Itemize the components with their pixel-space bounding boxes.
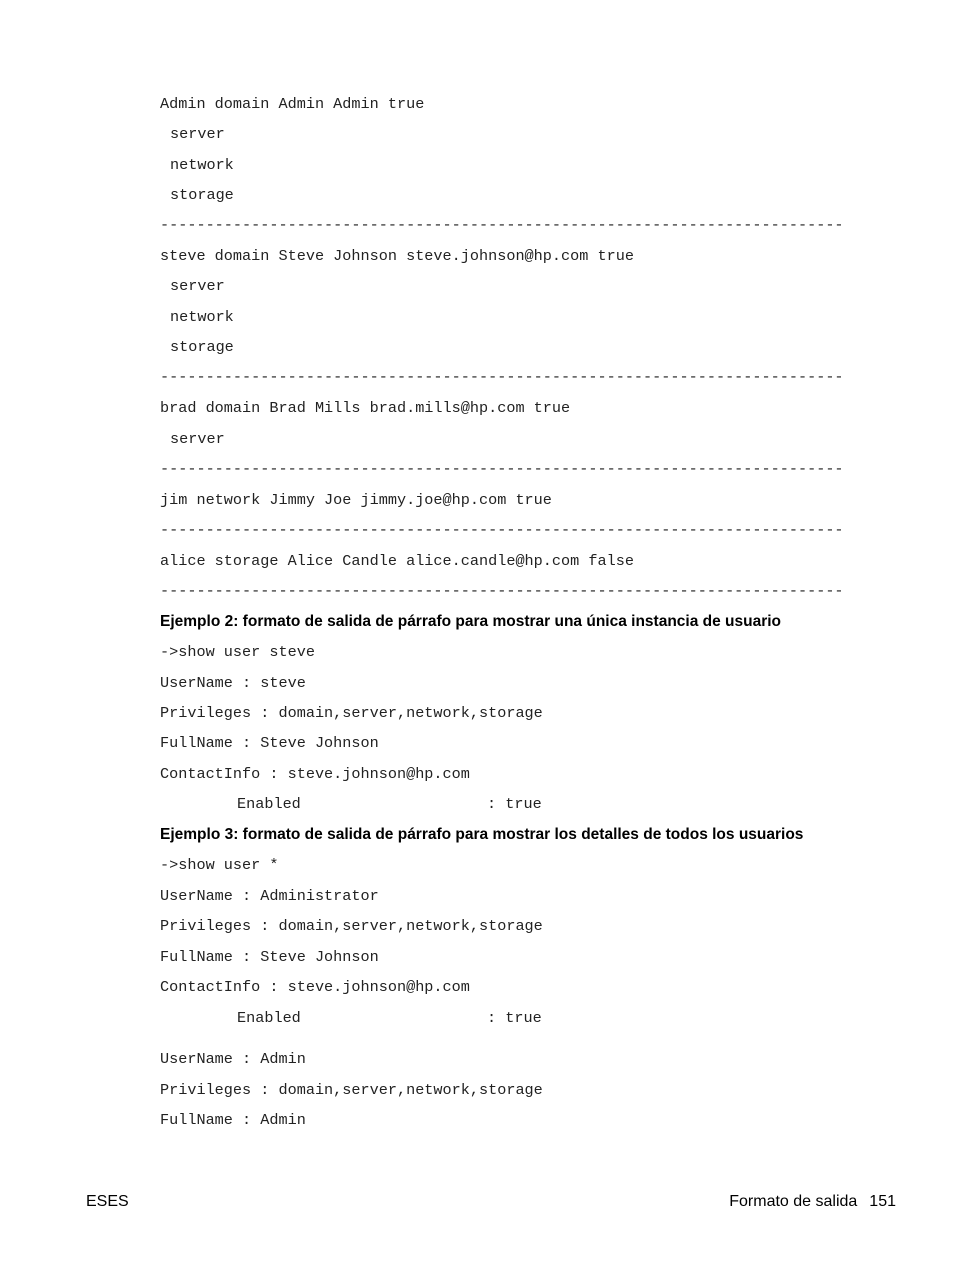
code-line: alice storage Alice Candle alice.candle@hp.com false bbox=[160, 552, 634, 570]
contact-line: ContactInfo : steve.johnson@hp.com bbox=[160, 978, 470, 996]
footer-page-info bbox=[729, 1191, 896, 1213]
separator-line: --------------------------------------------------------------------------- bbox=[160, 521, 844, 539]
example-2-heading: Ejemplo 2: formato de salida de párrafo para mostrar una única instancia de usuario bbox=[160, 613, 782, 630]
command-line: ->show user steve bbox=[160, 643, 315, 661]
fullname-line: FullName : Steve Johnson bbox=[160, 948, 379, 966]
privileges-line: Privileges : domain,server,network,storage bbox=[160, 704, 543, 722]
privileges-line: Privileges : domain,server,network,storage bbox=[160, 1081, 543, 1099]
code-line: server bbox=[170, 125, 225, 143]
code-line: brad domain Brad Mills brad.mills@hp.com true bbox=[160, 399, 571, 417]
separator-line: --------------------------------------------------------------------------- bbox=[160, 368, 844, 386]
code-line: storage bbox=[170, 186, 234, 204]
footer-section-title: Formato de salida bbox=[729, 1193, 858, 1210]
page-number: 151 bbox=[869, 1193, 896, 1210]
fullname-line: FullName : Admin bbox=[160, 1111, 306, 1129]
fullname-line: FullName : Steve Johnson bbox=[160, 734, 379, 752]
code-line: Admin domain Admin Admin true bbox=[160, 95, 425, 113]
code-line: network bbox=[170, 308, 234, 326]
separator-line: --------------------------------------------------------------------------- bbox=[160, 582, 844, 600]
footer-language-code: ESES bbox=[86, 1193, 129, 1210]
code-line: storage bbox=[170, 338, 234, 356]
code-line: steve domain Steve Johnson steve.johnson@hp.com true bbox=[160, 247, 634, 265]
separator-line: --------------------------------------------------------------------------- bbox=[160, 460, 844, 478]
enabled-value: : true bbox=[487, 795, 542, 813]
command-line: ->show user * bbox=[160, 856, 279, 874]
example-3-heading: Ejemplo 3: formato de salida de párrafo para mostrar los detalles de todos los usuarios bbox=[160, 826, 804, 843]
enabled-label: Enabled bbox=[237, 1009, 301, 1027]
username-line: UserName : Administrator bbox=[160, 887, 379, 905]
contact-line: ContactInfo : steve.johnson@hp.com bbox=[160, 765, 470, 783]
code-line: server bbox=[170, 277, 225, 295]
code-line: jim network Jimmy Joe jimmy.joe@hp.com true bbox=[160, 491, 552, 509]
username-line: UserName : steve bbox=[160, 674, 306, 692]
code-line: server bbox=[170, 430, 225, 448]
privileges-line: Privileges : domain,server,network,storage bbox=[160, 917, 543, 935]
separator-line: --------------------------------------------------------------------------- bbox=[160, 216, 844, 234]
code-line: network bbox=[170, 156, 234, 174]
enabled-value: : true bbox=[487, 1009, 542, 1027]
username-line: UserName : Admin bbox=[160, 1050, 306, 1068]
enabled-label: Enabled bbox=[237, 795, 301, 813]
